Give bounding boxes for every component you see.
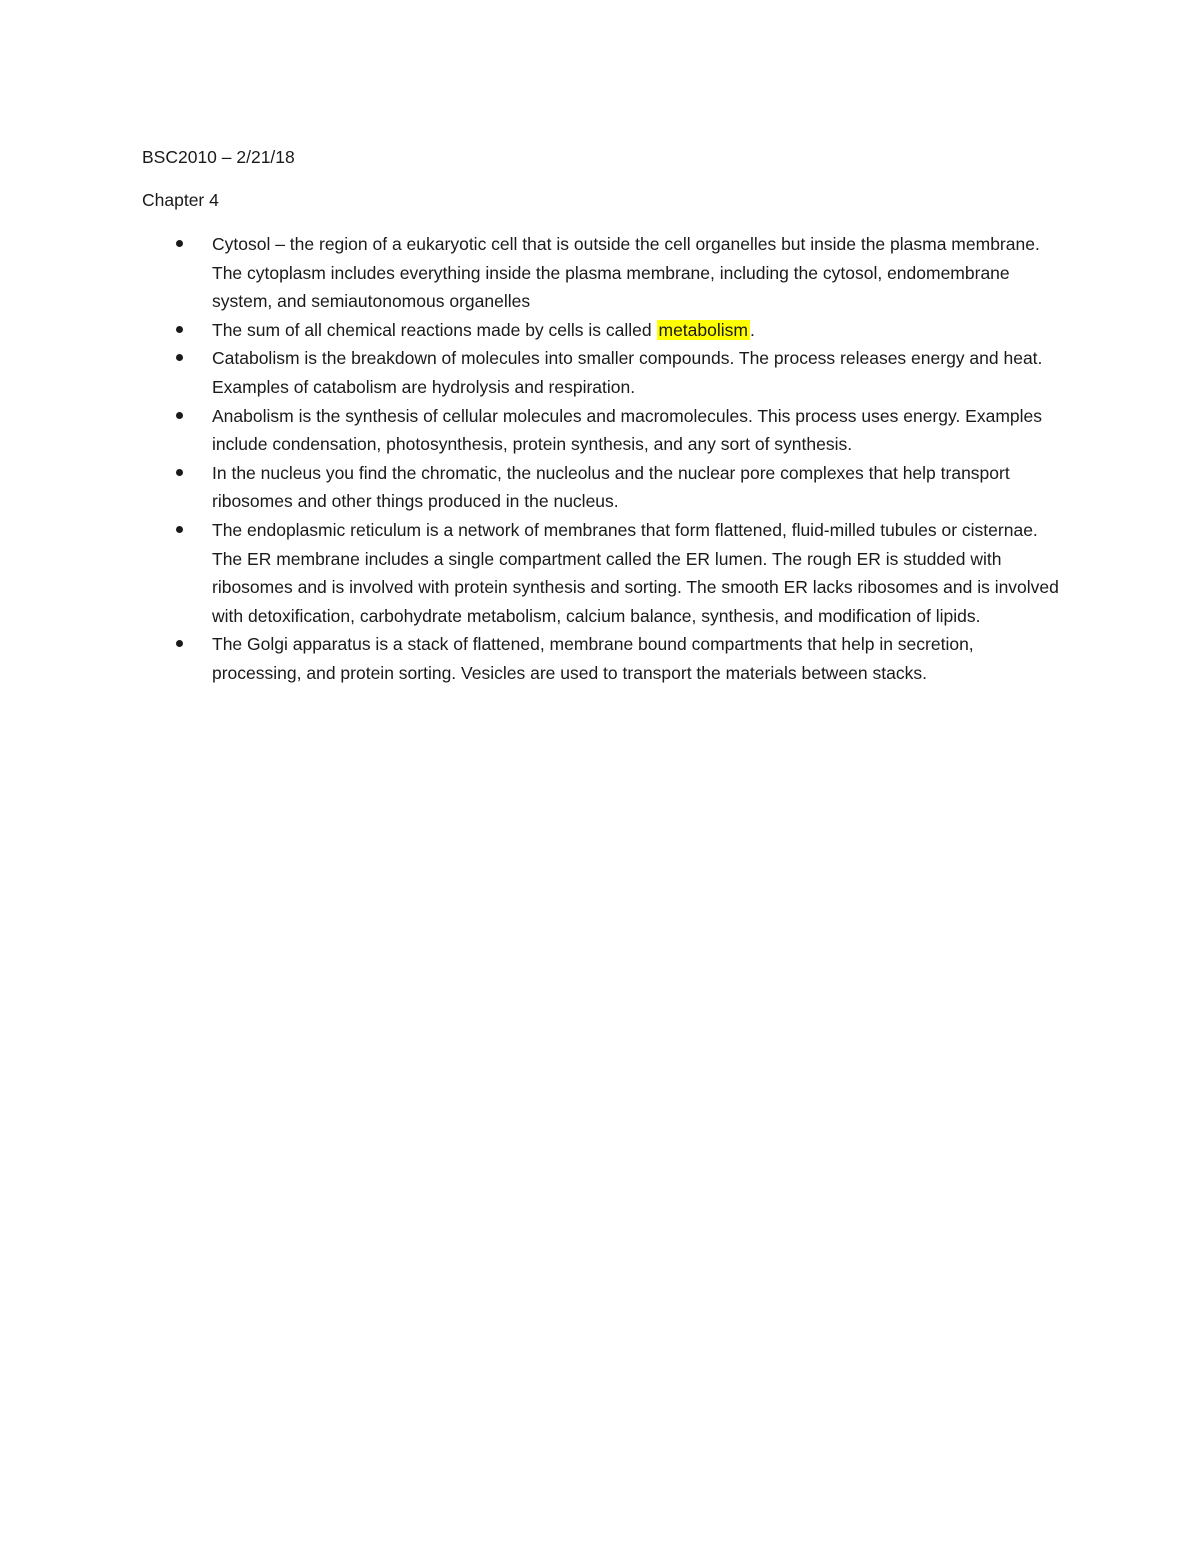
bullet-text-metabolism-before: The sum of all chemical reactions made by cells is called (212, 319, 657, 340)
list-item (142, 516, 1062, 630)
bullet-text-anabolism: Anabolism is the synthesis of cellular molecules and macromolecules. This process uses energy. Examples include condensation, photosynthesis, protein synthesis, and any sort of synthesis. (212, 405, 1043, 455)
bullet-text-golgi: The Golgi apparatus is a stack of flattened, membrane bound compartments that help in secretion, processing, and protein sorting. Vesicles are used to transport the materials between stacks. (212, 634, 974, 683)
list-item (142, 459, 1062, 516)
list-item (142, 344, 1062, 401)
bullet-text-endoplasmic-reticulum: The endoplasmic reticulum is a network of membranes that form flattened, fluid-milled tubules or cisternae. The ER membrane includes a single compartment called the ER lumen. The rough ER is studded with ribosomes and is involved with protein synthesis and sorting. The smooth ER lacks ribosomes and is involved with detoxification, carbohydrate metabolism, calcium balance, synthesis, and modification of lipids. (212, 519, 1059, 626)
bullet-text-catabolism: Catabolism is the breakdown of molecules into smaller compounds. The process releases energy and heat. Examples of catabolism are hydrolysis and respiration. (212, 348, 1043, 397)
bullet-icon (176, 354, 183, 361)
list-item (142, 630, 1062, 687)
document-date-line: BSC2010 – 2/21/18 (142, 147, 295, 167)
bullet-icon (176, 469, 183, 476)
list-item (142, 316, 1062, 345)
bullet-icon (176, 412, 183, 419)
chapter-heading: Chapter 4 (142, 190, 219, 210)
bullet-icon (176, 640, 183, 647)
bullet-text-cytosol: Cytosol – the region of a eukaryotic cell that is outside the cell organelles but inside the plasma membrane. The cytoplasm includes everything inside the plasma membrane, including the cytosol, endomembrane system, and semiautonomous organelles (212, 234, 1040, 312)
list-item (142, 402, 1062, 459)
bullet-icon (176, 526, 183, 533)
bullet-icon (176, 240, 183, 247)
bullet-text-metabolism-after: . (749, 319, 755, 340)
list-item (142, 230, 1062, 316)
bullet-icon (176, 326, 183, 333)
highlighted-term: metabolism (658, 319, 748, 340)
notes-bullet-list (142, 230, 1062, 688)
bullet-text-nucleus: In the nucleus you find the chromatic, the nucleolus and the nuclear pore complexes that help transport ribosomes and other things produced in the nucleus. (212, 462, 1010, 512)
